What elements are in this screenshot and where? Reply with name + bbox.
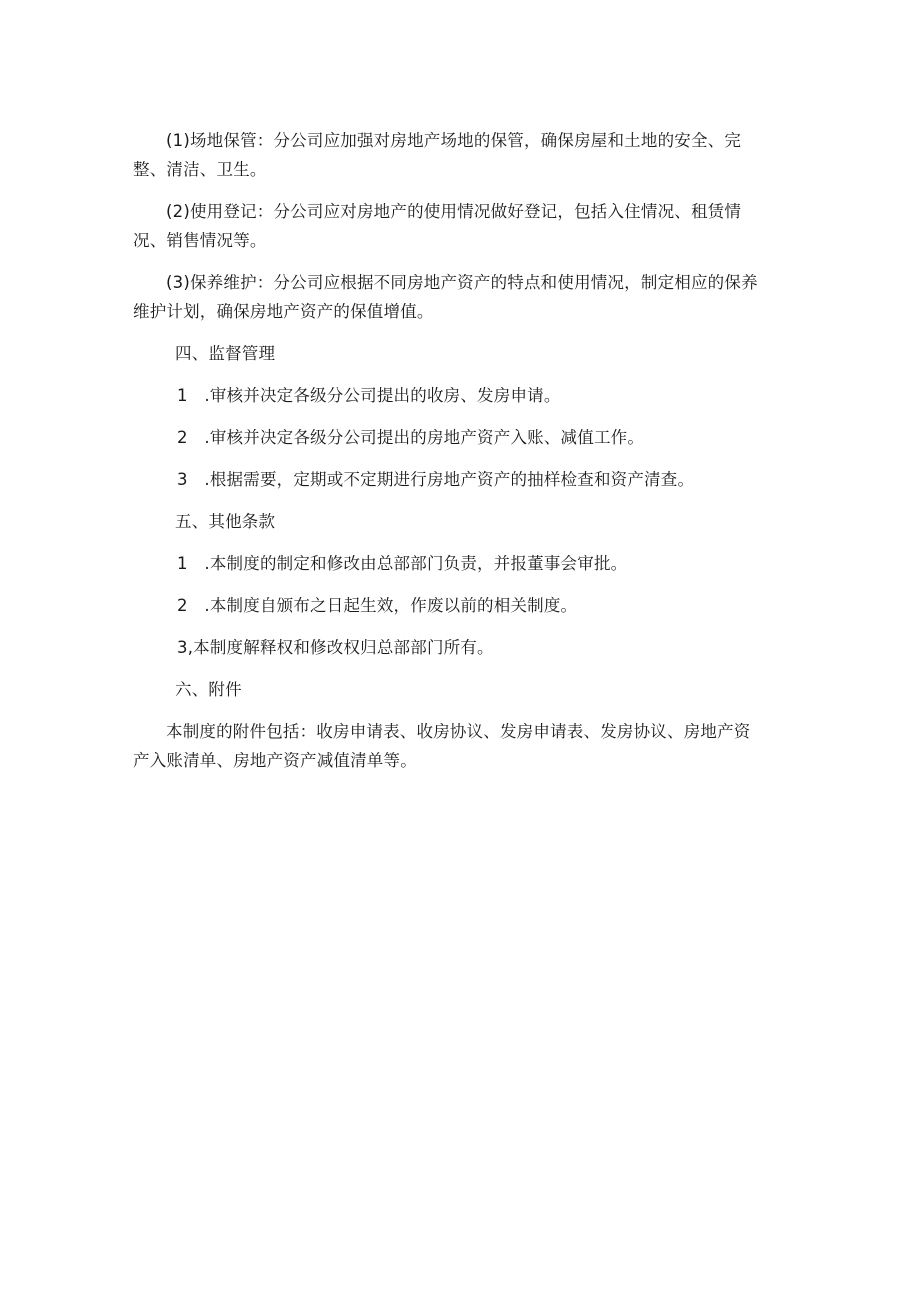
text-line: (2)使用登记：分公司应对房地产的使用情况做好登记，包括入住情况、租赁情: [166, 202, 742, 221]
list-item: 1 .审核并决定各级分公司提出的收房、发房申请。: [177, 386, 561, 405]
list-item: 2 .本制度自颁布之日起生效，作废以前的相关制度。: [177, 596, 578, 615]
text-line: 维护计划，确保房地产资产的保值增值。: [133, 302, 434, 321]
text-line: (1)场地保管：分公司应加强对房地产场地的保管，确保房屋和土地的安全、完: [166, 131, 742, 150]
paragraph-attachments: [133, 717, 787, 775]
list-item: 2 .审核并决定各级分公司提出的房地产资产入账、减值工作。: [177, 428, 645, 447]
section-heading-supervision: 四、监督管理: [175, 344, 276, 363]
text-line: 整、清洁、卫生。: [133, 160, 267, 179]
text-line: 本制度的附件包括：收房申请表、收房协议、发房申请表、发房协议、房地产资: [166, 722, 751, 741]
list-item: 1 .本制度的制定和修改由总部部门负责，并报董事会审批。: [177, 554, 628, 573]
paragraph-maintenance: [133, 268, 787, 326]
section-heading-attachments: 六、附件: [175, 680, 242, 699]
paragraph-usage-registration: [133, 197, 787, 255]
list-item: 3,本制度解释权和修改权归总部部门所有。: [177, 638, 494, 657]
document-body: [133, 126, 787, 788]
text-line: 况、销售情况等。: [133, 231, 267, 250]
section-heading-other-terms: 五、其他条款: [175, 512, 276, 531]
paragraph-site-custody: [133, 126, 787, 184]
list-item: 3 .根据需要，定期或不定期进行房地产资产的抽样检查和资产清查。: [177, 470, 695, 489]
text-line: (3)保养维护：分公司应根据不同房地产资产的特点和使用情况，制定相应的保养: [166, 273, 758, 292]
text-line: 产入账清单、房地产资产减值清单等。: [133, 751, 417, 770]
